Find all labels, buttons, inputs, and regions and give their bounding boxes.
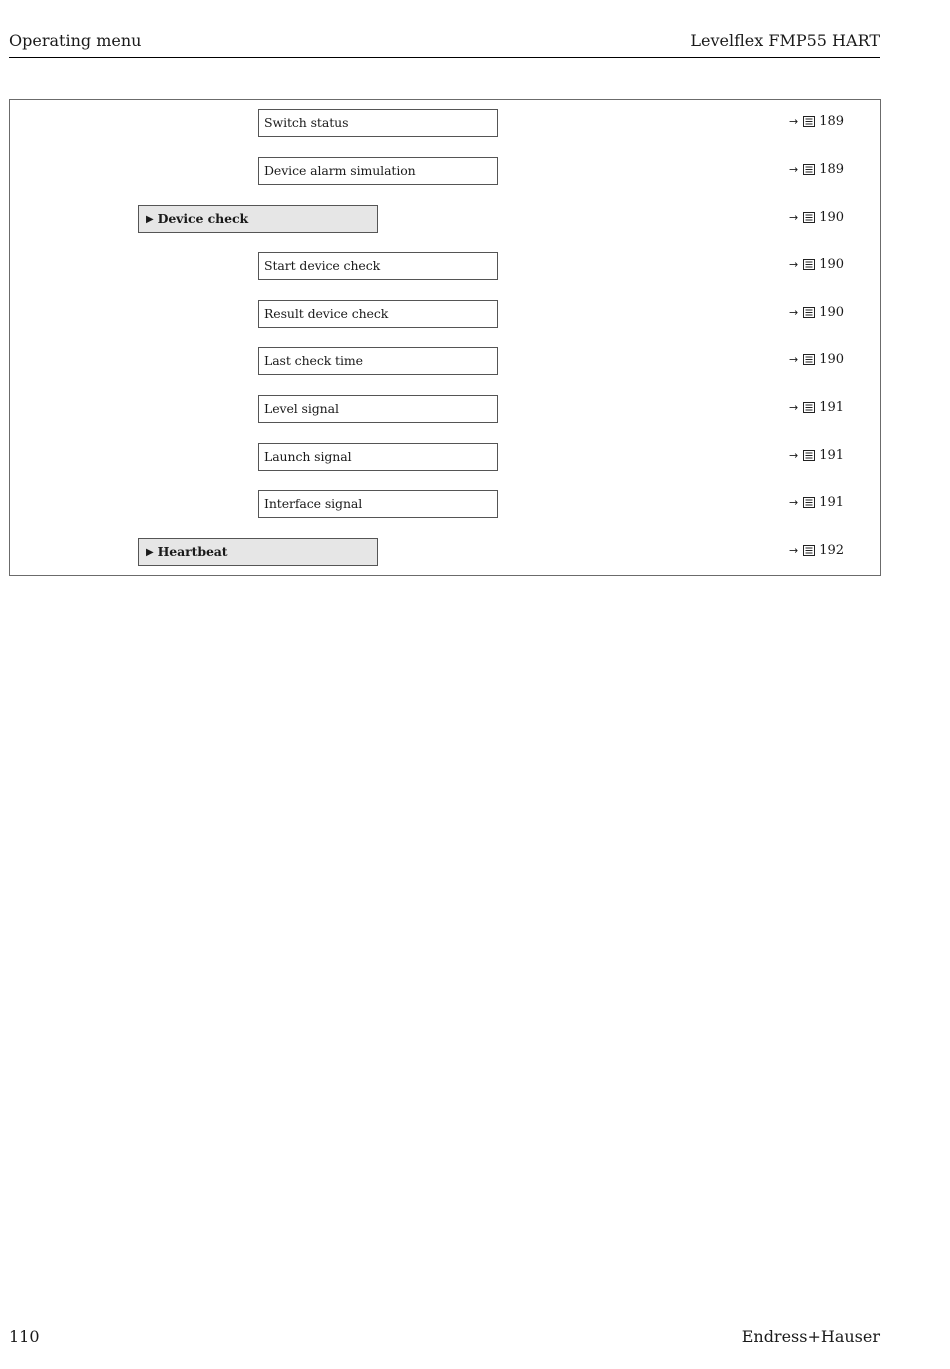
page-reference[interactable] — [789, 495, 844, 510]
page-number: 192 — [819, 543, 845, 558]
menu-row — [10, 490, 880, 518]
page-number: 191 — [819, 400, 845, 415]
page-number: 189 — [819, 162, 845, 177]
arrow-right-icon: → — [789, 211, 799, 224]
page-reference-icon — [803, 212, 815, 223]
menu-item-device-alarm-simulation[interactable] — [258, 157, 498, 185]
arrow-right-icon: → — [789, 544, 799, 557]
menu-item-level-signal[interactable] — [258, 395, 498, 423]
menu-item-label: Result device check — [264, 306, 389, 321]
page-reference[interactable] — [789, 257, 844, 272]
menu-row — [10, 252, 880, 280]
submenu-label: Device check — [157, 211, 249, 226]
menu-item-switch-status[interactable] — [258, 109, 498, 137]
menu-item-launch-signal[interactable] — [258, 443, 498, 471]
page-reference-icon — [803, 545, 815, 556]
page-number: 191 — [819, 448, 845, 463]
page-reference[interactable] — [789, 210, 844, 225]
menu-item-label: Level signal — [264, 401, 339, 416]
page-number: 190 — [819, 305, 845, 320]
submenu-heartbeat[interactable] — [138, 538, 378, 566]
arrow-right-icon: → — [789, 115, 799, 128]
menu-row — [10, 205, 880, 233]
menu-row — [10, 395, 880, 423]
menu-item-interface-signal[interactable] — [258, 490, 498, 518]
menu-row — [10, 538, 880, 566]
page-number: 190 — [819, 210, 845, 225]
footer-brand: Endress+Hauser — [741, 1327, 880, 1346]
page-reference-icon — [803, 450, 815, 461]
menu-item-label: Last check time — [264, 353, 363, 368]
menu-row — [10, 157, 880, 185]
page-number: 189 — [819, 114, 845, 129]
submenu-label: Heartbeat — [157, 544, 228, 559]
page-reference[interactable] — [789, 352, 844, 367]
arrow-right-icon: → — [789, 163, 799, 176]
page-reference-icon — [803, 354, 815, 365]
page-reference[interactable] — [789, 448, 844, 463]
page-number: 190 — [819, 257, 845, 272]
page-reference[interactable] — [789, 543, 844, 558]
menu-item-label: Switch status — [264, 115, 349, 130]
header-product-title: Levelflex FMP55 HART — [690, 31, 880, 50]
operating-menu-frame — [9, 99, 881, 576]
arrow-right-icon: → — [789, 401, 799, 414]
page-reference-icon — [803, 116, 815, 127]
arrow-right-icon: → — [789, 353, 799, 366]
menu-item-result-device-check[interactable] — [258, 300, 498, 328]
page-reference-icon — [803, 164, 815, 175]
arrow-right-icon: → — [789, 496, 799, 509]
submenu-device-check[interactable] — [138, 205, 378, 233]
triangle-right-icon: ▶ — [146, 547, 154, 558]
page-number: 190 — [819, 352, 845, 367]
menu-item-last-check-time[interactable] — [258, 347, 498, 375]
menu-item-label: Launch signal — [264, 449, 352, 464]
menu-item-label: Device alarm simulation — [264, 163, 416, 178]
page-reference[interactable] — [789, 400, 844, 415]
menu-row — [10, 300, 880, 328]
menu-row — [10, 347, 880, 375]
arrow-right-icon: → — [789, 306, 799, 319]
triangle-right-icon: ▶ — [146, 214, 154, 225]
footer-page-number: 110 — [9, 1327, 40, 1346]
menu-row — [10, 109, 880, 137]
header-section-title: Operating menu — [9, 31, 142, 50]
page-reference[interactable] — [789, 114, 844, 129]
arrow-right-icon: → — [789, 449, 799, 462]
page-reference-icon — [803, 259, 815, 270]
page-reference-icon — [803, 497, 815, 508]
page-reference-icon — [803, 307, 815, 318]
page-reference[interactable] — [789, 305, 844, 320]
page-reference[interactable] — [789, 162, 844, 177]
page-number: 191 — [819, 495, 845, 510]
page-reference-icon — [803, 402, 815, 413]
header-divider — [9, 57, 880, 58]
menu-row — [10, 443, 880, 471]
menu-item-label — [146, 211, 248, 226]
arrow-right-icon: → — [789, 258, 799, 271]
menu-item-label — [146, 544, 227, 559]
menu-item-start-device-check[interactable] — [258, 252, 498, 280]
menu-item-label: Start device check — [264, 258, 381, 273]
menu-item-label: Interface signal — [264, 496, 363, 511]
